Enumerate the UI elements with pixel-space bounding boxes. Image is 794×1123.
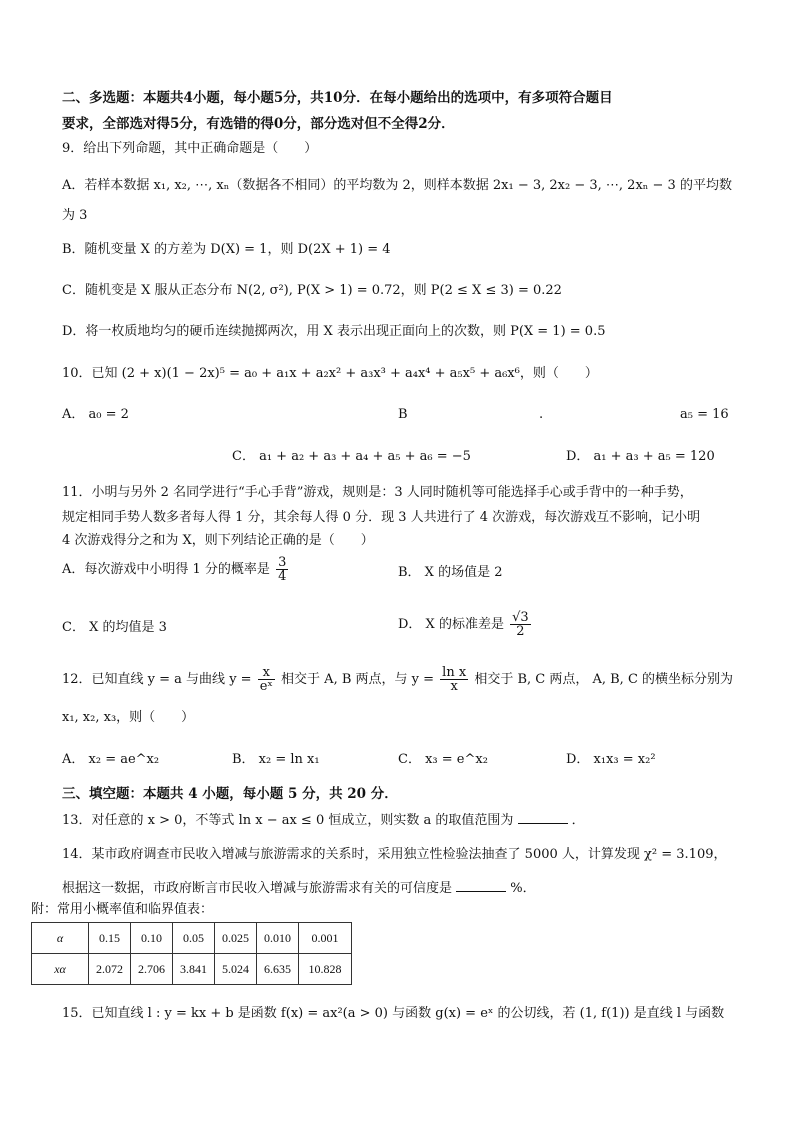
q11-option-d-text: D． X 的标准差是 — [398, 617, 504, 632]
table-cell: 6.635 — [257, 954, 299, 985]
table-cell: 0.05 — [173, 923, 215, 954]
q11-option-d-denominator: 2 — [516, 624, 525, 639]
q11-option-c: C． X 的均值是 3 — [62, 620, 167, 635]
critical-value-table — [31, 922, 352, 985]
q11-option-d — [398, 611, 533, 638]
q12-stem-line1 — [62, 666, 733, 693]
table-cell: 2.706 — [131, 954, 173, 985]
q13-answer-blank[interactable] — [518, 809, 568, 824]
q12-stem-part2: 相交于 A, B 两点，与 y = — [281, 672, 435, 687]
q9-option-b: B．随机变量 X 的方差为 D(X) = 1，则 D(2X + 1) = 4 — [62, 242, 391, 257]
section3-header: 三、填空题：本题共 4 小题，每小题 5 分，共 20 分． — [62, 786, 398, 802]
q12-stem-line2: x₁, x₂, x₃，则（ ） — [62, 710, 195, 725]
q11-option-d-numerator: √3 — [512, 610, 529, 625]
q14-end: %． — [510, 881, 536, 896]
q10-option-b-value: a₅ = 16 — [680, 407, 729, 422]
q9-option-d: D．将一枚质地均匀的硬币连续抛掷两次，用 X 表示出现正面向上的次数，则 P(X = 1) = 0.5 — [62, 324, 606, 339]
q11-option-a-denominator: 4 — [278, 569, 287, 584]
q11-option-a-numerator: 3 — [278, 555, 287, 570]
q11-line3: 4 次游戏得分之和为 X，则下列结论正确的是（ ） — [62, 533, 374, 548]
table-cell: 0.025 — [215, 923, 257, 954]
q11-option-a-text: A．每次游戏中小明得 1 分的概率是 — [62, 562, 270, 577]
table-row-alpha — [32, 923, 352, 954]
q11-option-a-fraction — [276, 556, 288, 583]
q9-stem: 9．给出下列命题，其中正确命题是（ ） — [62, 141, 318, 156]
q12-fraction1-numerator: x — [258, 666, 275, 680]
q11-line1: 11．小明与另外 2 名同学进行“手心手背”游戏，规则是：3 人同时随机等可能选择手心或手背中的一种手势， — [62, 485, 693, 500]
q10-option-b-label: B — [398, 407, 408, 422]
q12-option-a: A． x₂ = ae^x₂ — [62, 752, 160, 767]
q14-text: 根据这一数据，市政府断言市民收入增减与旅游需求有关的可信度是 — [62, 881, 453, 896]
q12-option-d: D． x₁x₃ = x₂² — [566, 752, 656, 767]
q9-option-a-line1: A．若样本数据 x₁, x₂, ⋯, xₙ（数据各不相同）的平均数为 2，则样本数据 2x₁ − 3, 2x₂ − 3, ⋯, 2xₙ − 3 的平均数 — [62, 178, 732, 193]
table-header-alpha: α — [32, 923, 89, 954]
table-cell: 3.841 — [173, 954, 215, 985]
q12-option-b: B． x₂ = ln x₁ — [232, 752, 320, 767]
q13-text: 13．对任意的 x > 0，不等式 ln x − ax ≤ 0 恒成立，则实数 a 的取值范围为 — [62, 813, 514, 828]
q14-line2 — [62, 877, 536, 899]
q11-line2: 规定相同手势人数多者每人得 1 分，其余每人得 0 分．现 3 人共进行了 4 次游戏，每次游戏互不影响，记小明 — [62, 510, 701, 525]
table-cell: 5.024 — [215, 954, 257, 985]
q12-fraction2-numerator: ln x — [442, 665, 467, 680]
section2-header-line1: 二、多选题：本题共4小题，每小题5分，共10分．在每小题给出的选项中，有多项符合题目 — [62, 90, 613, 106]
table-cell: 0.15 — [89, 923, 131, 954]
q15-line1: 15．已知直线 l : y = kx + b 是函数 f(x) = ax²(a > 0) 与函数 g(x) = eˣ 的公切线，若 (1, f(1)) 是直线 l 与函数 — [62, 1006, 725, 1021]
q14-line1: 14．某市政府调查市民收入增减与旅游需求的关系时，采用独立性检验法抽查了 5000 人，计算发现 χ² = 3.109， — [62, 847, 727, 862]
q12-option-c: C． x₃ = e^x₂ — [398, 752, 488, 767]
q11-option-a — [62, 556, 290, 583]
q10-stem: 10．已知 (2 + x)(1 − 2x)⁵ = a₀ + a₁x + a₂x² + a₃x³ + a₄x⁴ + a₅x⁵ + a₆x⁶，则（ ） — [62, 366, 598, 381]
q14-table-caption: 附：常用小概率值和临界值表： — [31, 902, 214, 917]
q11-option-d-fraction — [510, 611, 531, 638]
table-cell: 0.001 — [299, 923, 352, 954]
q10-option-c: C． a₁ + a₂ + a₃ + a₄ + a₅ + a₆ = −5 — [232, 449, 471, 464]
q12-fraction1-denominator: eˣ — [259, 679, 273, 694]
q12-stem-part3: 相交于 B, C 两点， A, B, C 的横坐标分别为 — [474, 672, 734, 687]
q12-stem-part1: 12．已知直线 y = a 与曲线 y = — [62, 672, 252, 687]
q14-answer-blank[interactable] — [456, 877, 506, 892]
table-header-x-alpha: xα — [32, 954, 89, 985]
table-cell: 10.828 — [299, 954, 352, 985]
q12-fraction2-denominator: x — [450, 679, 458, 694]
q11-option-b: B． X 的场值是 2 — [398, 565, 503, 580]
q13-line — [62, 809, 585, 831]
q10-option-b-dot: . — [539, 407, 544, 422]
table-row-x — [32, 954, 352, 985]
section2-header-line2: 要求，全部选对得5分，有选错的得0分，部分选对但不全得2分． — [62, 116, 455, 132]
q12-fraction-lnx-over-x — [440, 666, 468, 693]
table-cell: 0.10 — [131, 923, 173, 954]
q10-option-a: A． a₀ = 2 — [62, 407, 129, 422]
q9-option-a-line2: 为 3 — [62, 208, 88, 223]
q12-fraction-x-over-ex — [258, 666, 275, 693]
q9-option-c: C．随机变是 X 服从正态分布 N(2, σ²), P(X > 1) = 0.72，则 P(2 ≤ X ≤ 3) = 0.22 — [62, 283, 562, 298]
table-cell: 2.072 — [89, 954, 131, 985]
table-cell: 0.010 — [257, 923, 299, 954]
q10-option-d: D． a₁ + a₃ + a₅ = 120 — [566, 449, 715, 464]
q13-end: ． — [571, 813, 585, 828]
